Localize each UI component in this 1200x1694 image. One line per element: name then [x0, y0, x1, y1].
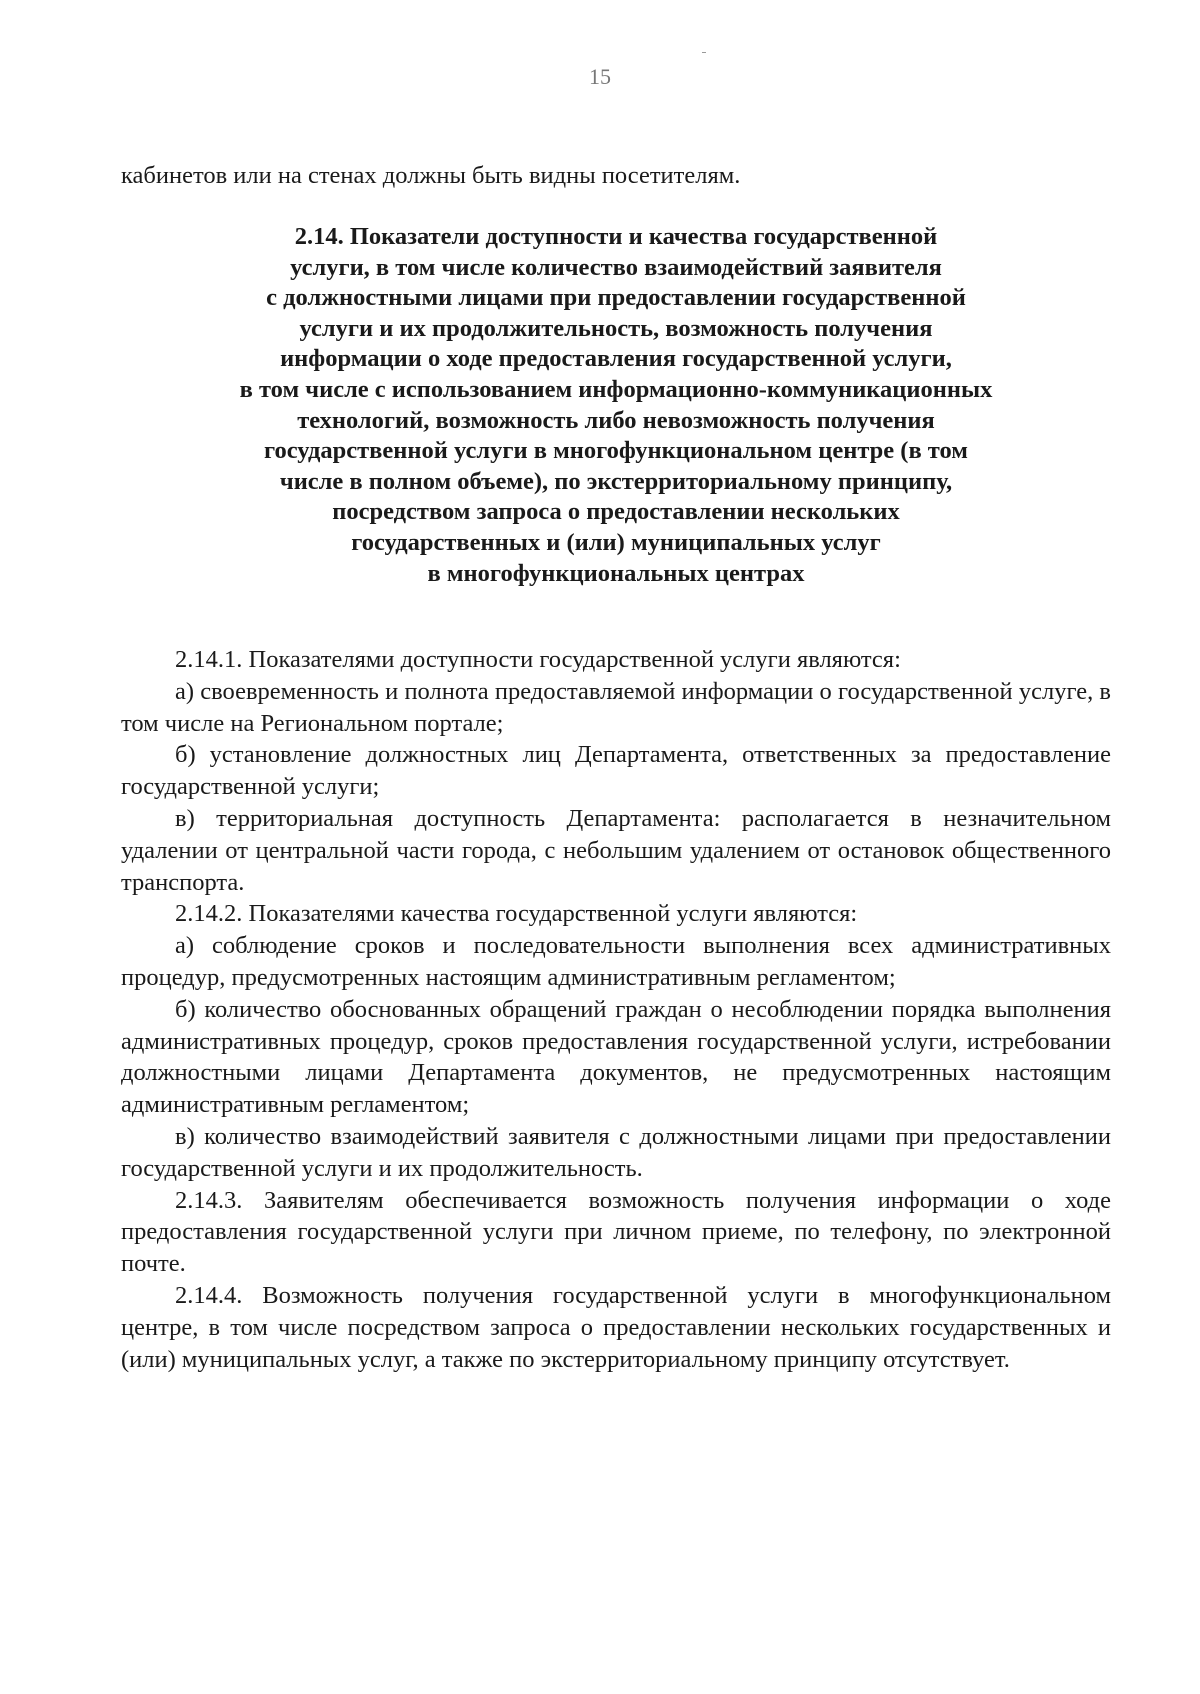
page-number: 15 — [589, 64, 611, 89]
section-heading — [121, 222, 1111, 589]
heading-line: государственных и (или) муниципальных услуг — [351, 528, 881, 556]
heading-line: числе в полном объеме), по экстерриториальному принципу, — [279, 467, 953, 495]
paragraph-2-14-2: 2.14.2. Показателями качества государственной услуги являются: — [175, 900, 858, 928]
heading-line: технологий, возможность либо невозможность получения — [297, 406, 935, 434]
heading-line: посредством запроса о предоставлении нескольких — [332, 498, 900, 526]
paragraph-item-v: в) количество взаимодействий заявителя с должностными лицами при предоставлении государственной услуги и их продолжительность. — [121, 1122, 1111, 1182]
heading-line: государственной услуги в многофункциональном центре (в том — [263, 437, 968, 465]
heading-line: 2.14. Показатели доступности и качества государственной — [294, 223, 938, 250]
heading-line: с должностными лицами при предоставлении государственной — [266, 284, 966, 312]
paragraph-item-a: а) соблюдение сроков и последовательности выполнения всех административных процедур, предусмотренных настоящим административным регламентом; — [121, 932, 1111, 991]
scan-speck — [702, 52, 706, 53]
heading-line: услуги, в том числе количество взаимодействий заявителя — [290, 253, 942, 281]
paragraph-item-v: в) территориальная доступность Департамента: располагается в незначительном удалении от центральной части города, с небольшим удалением от остановок общественного транспорта. — [121, 804, 1111, 896]
paragraph-2-14-3: 2.14.3. Заявителям обеспечивается возможность получения информации о ходе предоставления государственной услуги при личном приеме, по телефону, по электронной почте. — [121, 1186, 1111, 1278]
heading-line: в том числе с использованием информационно-коммуникационных — [239, 375, 993, 403]
continuation-text: кабинетов или на стенах должны быть видны посетителям. — [121, 162, 741, 189]
heading-line: информации о ходе предоставления государственной услуги, — [280, 345, 952, 373]
paragraph-2-14-1: 2.14.1. Показателями доступности государственной услуги являются: — [175, 646, 901, 673]
paragraph-item-a: а) своевременность и полнота предоставляемой информации о государственной услуге, в том числе на Региональном портале; — [121, 677, 1111, 737]
paragraph-2-14-4: 2.14.4. Возможность получения государственной услуги в многофункциональном центре, в том числе посредством запроса о предоставлении нескольких государственных и (или) муниципальных услуг, а также по экстерриториальному принципу отсутствует. — [121, 1281, 1111, 1373]
document-body — [121, 644, 1111, 1375]
heading-line: услуги и их продолжительность, возможность получения — [299, 314, 933, 342]
heading-line: в многофункциональных центрах — [427, 559, 805, 587]
paragraph-item-b: б) установление должностных лиц Департамента, ответственных за предоставление государственной услуги; — [121, 741, 1111, 801]
paragraph-item-b: б) количество обоснованных обращений граждан о несоблюдении порядка выполнения административных процедур, сроков предоставления государственной услуги, истребовании должностными лицами Департамента документов, не предусмотренных настоящим административным регламентом; — [121, 995, 1111, 1119]
